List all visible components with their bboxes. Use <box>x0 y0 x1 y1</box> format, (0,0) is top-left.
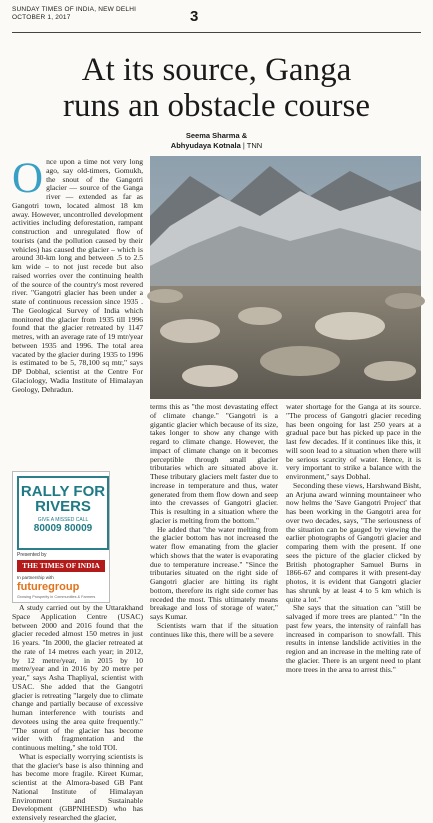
ad-tagline: Growing Prosperity in Communities & Farmers <box>17 595 96 599</box>
byline-source: | TNN <box>242 141 263 150</box>
ad-phone-number: 80009 80009 <box>33 523 93 534</box>
glacier-photo <box>150 156 421 399</box>
paragraph-climate: terms this as "the most devastating effect of climate change." "Gangotri is a gigantic glacier which because of its size, takes longer to show any change with regard to climate change. However, the impact of climate change on it becomes perceptible through small glacier tributaries which are situated above it. These tributary glaciers melt faster due to increase in temperature and thus, water generated from them flow down and seep into the crevasses of Gangotri glacier. This is resulting in a situation where the glacier is melting from the bottom." <box>150 402 278 525</box>
page-number: 3 <box>190 8 199 25</box>
headline-line-2: runs an obstacle course <box>63 88 370 124</box>
article-column-3 <box>286 403 421 740</box>
paper-date: OCTOBER 1, 2017 <box>12 14 71 21</box>
paper-name: SUNDAY TIMES OF INDIA, NEW DELHI <box>12 6 137 13</box>
article-column-1 <box>12 155 143 468</box>
rally-for-rivers-ad[interactable] <box>12 471 110 603</box>
header-rule <box>12 32 421 33</box>
byline <box>0 131 433 151</box>
paragraph-usac: A study carried out by the Uttarakhand Space Application Centre (USAC) between 2000 and 2016 found that the glacier receded almost 150 metres in just 16 years. "In 2000, the glacier retreated at the rate of 14 metres each year; in 2012, by 12 metre/year, in 2015 by 10 metre/year and in 2016 by 20 metre per year," says Asha Thapliyal, scientist with USAC. She added that the Gangotri glacier is retreating "largely due to climate change and partially because of excessive human interference with tourists and devotees using the area quite frequently." "The snout of the glacier has become wider with fragmentation and the continuous melting," she told TOI. <box>12 603 143 752</box>
ad-banner <box>17 476 109 550</box>
fg-prefix: future <box>17 581 49 593</box>
ad-title-2: RIVERS <box>35 498 91 515</box>
paragraph-trees: She says that the situation can "still be salvaged if more trees are planted." "In the past few years, the intensity of rainfall has increased in comparison to snowfall. This results in intense landslide activities in the region and an increase in the melting rate of the glacier. There is an urgent need to plant more trees in the area to arrest this." <box>286 603 421 674</box>
ad-presented-by: Presented by <box>17 552 47 558</box>
toi-logo: THE TIMES OF INDIA <box>17 560 105 572</box>
article-column-2 <box>150 403 278 740</box>
byline-author-1: Seema Sharma & <box>185 131 248 140</box>
article-column-1-lower <box>12 603 143 822</box>
glacier-photo-icon <box>150 156 421 399</box>
paragraph-melting: He added that "the water melting from the glacier bottom has not increased the water flow emanating from the glacier which shows that the water is evaporating due to temperature increase." "Since the tributaries situated on the right side of Gangotri glacier are hitting its right bottom, therefore its right side corner has receded the most. This ultimately means breakage and loss of storage of water," says Kumar. <box>150 524 278 621</box>
paragraph-warning: Scientists warn that if the situation continues like this, there will be a severe <box>150 620 278 639</box>
ad-call-text: GIVE A MISSED CALL <box>37 517 89 523</box>
paragraph-shortage: water shortage for the Ganga at its source. "The process of Gangotri glacier receding has been ongoing for last 250 years at a gradual pace but has picked up pace in the last few decades. If it continues like this, it will soon lead to a situation when there will be serious scarcity of water. Hence, it is very important to strike a balance with the environment," says Dobhal. <box>286 402 421 481</box>
headline <box>0 52 433 124</box>
paragraph-bisht: Seconding these views, Harshwand Bisht, an Arjuna award winning mountaineer who now helms the 'Save Gangotri Project' that has been working in the Gangotri area for over two decades, says, "The seriousness of the situation can be gauged by viewing the earlier photographs of Gangotri glacier and comparing them with the present. If one sees the picture of the glacier clicked by British photographer Samuel Burns in 1866-67 and compares it with present-day photos, it is evident that Gangotri glacier has shrunk by at least 4 to 5 km which is quite a lot." <box>286 480 421 604</box>
fg-suffix: group <box>48 581 80 593</box>
lead-paragraph-text: nce upon a time not very long ago, say old-timers, Gomukh, the snout of the Gangotri glacier — source of the Ganga river — extended as far as Gangotri town, located almost 18 km away. However, uncontrolled development activities including deforestation, rampant construction and unregulated flow of tourists (and the pollution caused by their vehicles) has caused the glacier – which is around 30-km long and between .5 to 2.5 km wide – to not just recede but also raised worries over the continuing health of the source of the country's most revered river. "Gangotri glacier has been under a state of continuous recession since 1935 . The Geological Survey of India which monitored the glacier from 1935 till 1996 found that the glacier retreated by 1147 metres, with an average rate of 19 mtr/year between 1935 and 1996. The total area vacated by the glacier during 1935 to 1996 is estimated to be 5, 78,100 sq mtr," says DP Dobhal, scientist at the Centre For Glaciology, Wadia Institute of Himalayan Geology, Dehradun. <box>12 157 143 394</box>
future-group-logo <box>17 581 79 593</box>
headline-line-1: At its source, Ganga <box>81 52 352 88</box>
ad-title-1: RALLY FOR <box>20 483 106 500</box>
lead-paragraph <box>12 155 143 394</box>
paragraph-worry: What is especially worrying scientists is that the glacier's base is also thinning and has become more fragile. Kireet Kumar, scientist at the Almora-based GB Pant National Institute of Himalayan Environment and Sustainable Development (GBPNIHESD) who has extensively researched the glacier, <box>12 751 143 822</box>
drop-cap: O <box>12 155 44 202</box>
byline-author-2: Abhyudaya Kotnala <box>170 141 241 150</box>
ad-partner-text: In partnership with <box>17 575 54 580</box>
